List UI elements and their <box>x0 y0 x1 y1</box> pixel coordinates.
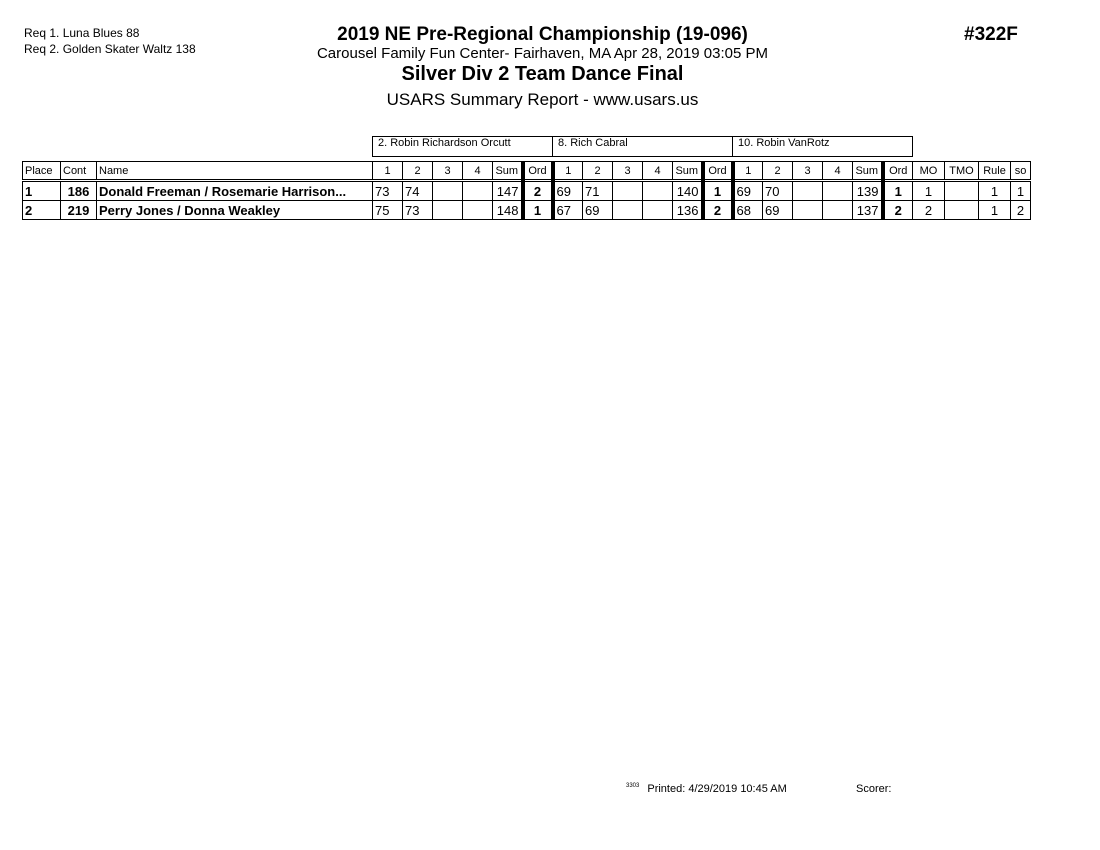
header-sum: Sum <box>673 162 703 181</box>
header-cont: Cont <box>61 162 97 181</box>
tmo-cell <box>945 201 979 220</box>
sum-cell: 148 <box>493 201 523 220</box>
event-code: #322F <box>964 24 1018 45</box>
score-cell <box>613 201 643 220</box>
blank-cell <box>23 137 373 157</box>
score-cell <box>463 201 493 220</box>
printed-date: Printed: 4/29/2019 10:45 AM <box>647 783 787 795</box>
name-cell: Perry Jones / Donna Weakley <box>97 201 373 220</box>
judge-name: 10. Robin VanRotz <box>733 137 913 157</box>
header-ord: Ord <box>523 162 553 181</box>
score-cell: 73 <box>373 181 403 201</box>
sum-cell: 147 <box>493 181 523 201</box>
score-cell <box>463 181 493 201</box>
score-cell <box>793 181 823 201</box>
header-so: so <box>1011 162 1031 181</box>
score-cell <box>433 201 463 220</box>
blank-cell <box>913 137 1031 157</box>
score-cell: 71 <box>583 181 613 201</box>
score-cell <box>823 201 853 220</box>
judges-header-row <box>23 137 1031 157</box>
event-title: Silver Div 2 Team Dance Final <box>401 63 684 85</box>
header-place: Place <box>23 162 61 181</box>
score-cell: 70 <box>763 181 793 201</box>
score-cell <box>823 181 853 201</box>
name-cell: Donald Freeman / Rosemarie Harrison... <box>97 181 373 201</box>
cont-cell: 219 <box>61 201 97 220</box>
ord-cell: 2 <box>703 201 733 220</box>
request-2: Req 2. Golden Skater Waltz 138 <box>24 42 196 56</box>
score-cell <box>643 181 673 201</box>
score-cell <box>643 201 673 220</box>
request-1: Req 1. Luna Blues 88 <box>24 26 140 40</box>
header-score: 3 <box>613 162 643 181</box>
judge-name: 2. Robin Richardson Orcutt <box>373 137 553 157</box>
rule-cell: 1 <box>979 181 1011 201</box>
place-cell: 1 <box>23 181 61 201</box>
ord-cell: 1 <box>523 201 553 220</box>
report-title: USARS Summary Report - www.usars.us <box>386 90 699 109</box>
header-sum: Sum <box>853 162 883 181</box>
mo-cell: 2 <box>913 201 945 220</box>
table-row <box>23 181 1031 201</box>
table-row <box>23 201 1031 220</box>
header-sum: Sum <box>493 162 523 181</box>
competition-title: 2019 NE Pre-Regional Championship (19-096) <box>337 24 748 45</box>
ord-cell: 1 <box>703 181 733 201</box>
header-score: 3 <box>793 162 823 181</box>
scorer-label: Scorer: <box>856 783 892 795</box>
score-cell: 67 <box>553 201 583 220</box>
header-name: Name <box>97 162 373 181</box>
sum-cell: 139 <box>853 181 883 201</box>
header-score: 4 <box>463 162 493 181</box>
mo-cell: 1 <box>913 181 945 201</box>
header-score: 2 <box>403 162 433 181</box>
header-rule: Rule <box>979 162 1011 181</box>
sum-cell: 140 <box>673 181 703 201</box>
header-score: 1 <box>733 162 763 181</box>
column-header-row <box>23 162 1031 181</box>
venue-date: Carousel Family Fun Center- Fairhaven, MA Apr 28, 2019 03:05 PM <box>316 45 769 62</box>
page-code: 3303 <box>626 783 640 789</box>
ord-cell: 2 <box>523 181 553 201</box>
place-cell: 2 <box>23 201 61 220</box>
score-cell: 69 <box>763 201 793 220</box>
sum-cell: 136 <box>673 201 703 220</box>
so-cell: 1 <box>1011 181 1031 201</box>
header-score: 1 <box>553 162 583 181</box>
header-score: 2 <box>763 162 793 181</box>
header-score: 1 <box>373 162 403 181</box>
score-cell <box>433 181 463 201</box>
score-cell: 74 <box>403 181 433 201</box>
cont-cell: 186 <box>61 181 97 201</box>
score-cell <box>613 181 643 201</box>
ord-cell: 2 <box>883 201 913 220</box>
sum-cell: 137 <box>853 201 883 220</box>
score-cell: 68 <box>733 201 763 220</box>
rule-cell: 1 <box>979 201 1011 220</box>
header-score: 2 <box>583 162 613 181</box>
score-cell: 75 <box>373 201 403 220</box>
score-cell: 69 <box>583 201 613 220</box>
score-cell <box>793 201 823 220</box>
header-score: 4 <box>823 162 853 181</box>
header-ord: Ord <box>703 162 733 181</box>
score-cell: 69 <box>733 181 763 201</box>
header-ord: Ord <box>883 162 913 181</box>
score-cell: 69 <box>553 181 583 201</box>
printed-footer <box>626 783 787 795</box>
header-score: 4 <box>643 162 673 181</box>
score-cell: 73 <box>403 201 433 220</box>
judge-name: 8. Rich Cabral <box>553 137 733 157</box>
header-score: 3 <box>433 162 463 181</box>
header-mo: MO <box>913 162 945 181</box>
summary-table <box>22 136 1031 220</box>
tmo-cell <box>945 181 979 201</box>
header-tmo: TMO <box>945 162 979 181</box>
ord-cell: 1 <box>883 181 913 201</box>
so-cell: 2 <box>1011 201 1031 220</box>
